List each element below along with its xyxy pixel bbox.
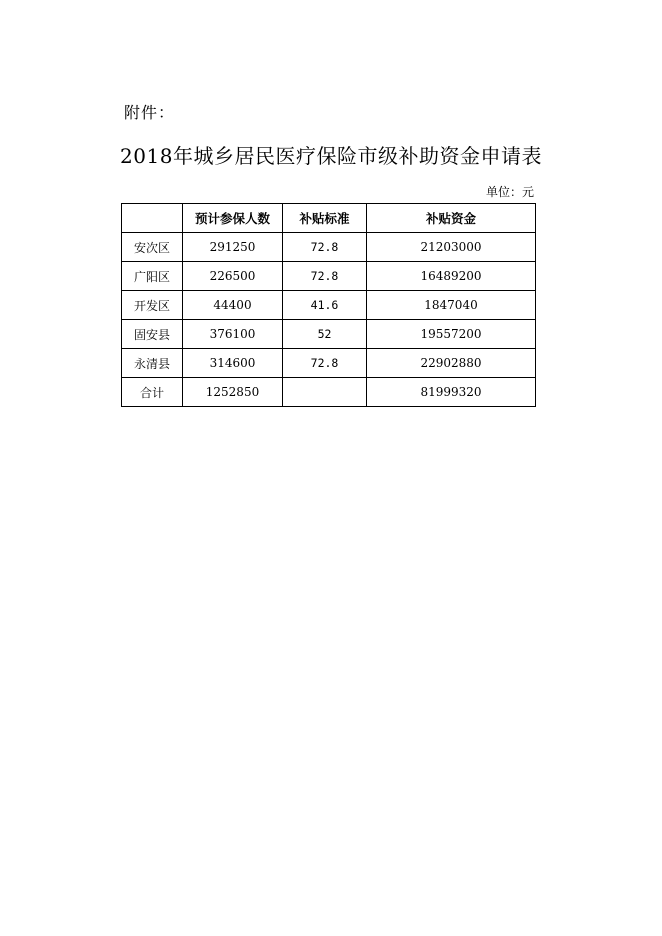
table-header-row xyxy=(122,204,536,233)
cell-standard: 72.8 xyxy=(283,349,367,378)
column-header-insured: 预计参保人数 xyxy=(183,204,283,233)
cell-standard: 72.8 xyxy=(283,262,367,291)
table-row xyxy=(122,262,536,291)
cell-funds: 22902880 xyxy=(367,349,536,378)
cell-insured: 44400 xyxy=(183,291,283,320)
cell-insured: 226500 xyxy=(183,262,283,291)
cell-standard: 52 xyxy=(283,320,367,349)
cell-region: 固安县 xyxy=(122,320,183,349)
cell-funds: 81999320 xyxy=(367,378,536,407)
unit-label: 单位：元 xyxy=(485,185,534,199)
cell-insured: 291250 xyxy=(183,233,283,262)
cell-region: 安次区 xyxy=(122,233,183,262)
cell-funds: 16489200 xyxy=(367,262,536,291)
column-header-region xyxy=(122,204,183,233)
table-row xyxy=(122,291,536,320)
attachment-label: 附件： xyxy=(124,103,176,122)
cell-funds: 1847040 xyxy=(367,291,536,320)
table-total-row xyxy=(122,378,536,407)
cell-region: 开发区 xyxy=(122,291,183,320)
cell-region: 广阳区 xyxy=(122,262,183,291)
cell-region: 合计 xyxy=(122,378,183,407)
cell-standard xyxy=(283,378,367,407)
cell-funds: 21203000 xyxy=(367,233,536,262)
table-row xyxy=(122,349,536,378)
cell-region: 永清县 xyxy=(122,349,183,378)
table-row xyxy=(122,320,536,349)
cell-insured: 314600 xyxy=(183,349,283,378)
cell-standard: 72.8 xyxy=(283,233,367,262)
column-header-standard: 补贴标准 xyxy=(283,204,367,233)
column-header-funds: 补贴资金 xyxy=(367,204,536,233)
table-row xyxy=(122,233,536,262)
cell-insured: 1252850 xyxy=(183,378,283,407)
grant-table xyxy=(121,203,536,407)
document-title: 2018年城乡居民医疗保险市级补助资金申请表 xyxy=(120,144,542,168)
cell-insured: 376100 xyxy=(183,320,283,349)
cell-standard: 41.6 xyxy=(283,291,367,320)
cell-funds: 19557200 xyxy=(367,320,536,349)
